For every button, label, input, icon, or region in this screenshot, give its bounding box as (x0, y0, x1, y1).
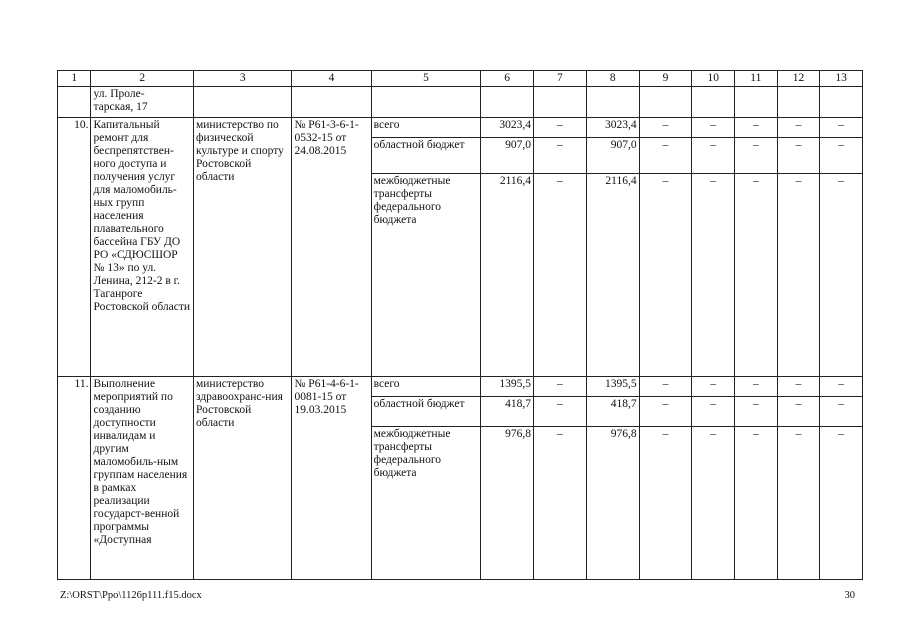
value-cell: – (639, 118, 692, 138)
value-cell: – (534, 427, 587, 580)
value-cell: 1395,5 (481, 377, 534, 397)
source-label: всего (371, 118, 481, 138)
value-cell: – (735, 377, 778, 397)
value-cell: 2116,4 (481, 174, 534, 377)
value-cell: – (820, 427, 863, 580)
value-cell: – (735, 174, 778, 377)
value-cell: 3023,4 (481, 118, 534, 138)
value-cell: – (820, 174, 863, 377)
value-cell: – (639, 427, 692, 580)
value-cell: – (534, 397, 587, 427)
value-cell: – (735, 118, 778, 138)
value-cell: 3023,4 (586, 118, 639, 138)
value-cell: 976,8 (481, 427, 534, 580)
value-cell: 418,7 (586, 397, 639, 427)
source-label: всего (371, 377, 481, 397)
row-number: 11. (58, 377, 91, 580)
value-cell: – (777, 138, 820, 174)
value-cell: – (820, 118, 863, 138)
value-cell: – (777, 174, 820, 377)
document-ref: № Р61-3-6-1-0532-15 от 24.08.2015 (292, 118, 371, 377)
column-number: 9 (639, 71, 692, 87)
row-number: 10. (58, 118, 91, 377)
value-cell: – (820, 377, 863, 397)
continuation-row (58, 87, 863, 118)
measure-name: Выполнение мероприятий по созданию доступности инвалидам и другим маломобиль-ным группам населения в рамках реализации государст-венной программы «Доступная (91, 377, 194, 580)
value-cell: 418,7 (481, 397, 534, 427)
responsible-ministry: министерство по физической культуре и спорту Ростовской области (194, 118, 292, 377)
value-cell: 907,0 (586, 138, 639, 174)
document-ref: № Р61-4-6-1-0081-15 от 19.03.2015 (292, 377, 371, 580)
column-number: 2 (91, 71, 194, 87)
continuation-text: ул. Проле- тарская, 17 (91, 87, 194, 118)
file-path: Z:\ORST\Ppo\1126p111.f15.docx (60, 590, 202, 601)
column-number-row (58, 71, 863, 87)
value-cell: – (534, 377, 587, 397)
value-cell: – (639, 174, 692, 377)
value-cell: 907,0 (481, 138, 534, 174)
value-cell: – (692, 118, 735, 138)
value-cell: – (534, 118, 587, 138)
value-cell: – (692, 427, 735, 580)
table-row (58, 377, 863, 397)
value-cell: – (639, 397, 692, 427)
value-cell: – (534, 174, 587, 377)
column-number: 3 (194, 71, 292, 87)
value-cell: 1395,5 (586, 377, 639, 397)
value-cell: 976,8 (586, 427, 639, 580)
value-cell: – (692, 377, 735, 397)
source-label: областной бюджет (371, 397, 481, 427)
value-cell: – (534, 138, 587, 174)
value-cell: – (820, 138, 863, 174)
value-cell: – (735, 397, 778, 427)
column-number: 10 (692, 71, 735, 87)
value-cell: – (692, 138, 735, 174)
value-cell: – (820, 397, 863, 427)
column-number: 6 (481, 71, 534, 87)
value-cell: – (735, 427, 778, 580)
value-cell: – (639, 138, 692, 174)
value-cell: – (639, 377, 692, 397)
column-number: 1 (58, 71, 91, 87)
responsible-ministry: министерство здравоохранс-ния Ростовской области (194, 377, 292, 580)
table-row (58, 118, 863, 138)
column-number: 5 (371, 71, 481, 87)
column-number: 4 (292, 71, 371, 87)
measure-name: Капитальный ремонт для беспрепятствен-ного доступа и получения услуг для маломобиль-ных групп населения плавательного бассейна ГБУ ДО РО «СДЮСШОР № 13» по ул. Ленина, 212-2 в г. Таганроге Ростовской области (91, 118, 194, 377)
value-cell: – (777, 427, 820, 580)
column-number: 13 (820, 71, 863, 87)
column-number: 12 (777, 71, 820, 87)
value-cell: – (692, 397, 735, 427)
value-cell: – (692, 174, 735, 377)
value-cell: – (735, 138, 778, 174)
column-number: 7 (534, 71, 587, 87)
source-label: межбюджетные трансферты федерального бюджета (371, 427, 481, 580)
value-cell: 2116,4 (586, 174, 639, 377)
page-number: 30 (844, 590, 855, 601)
value-cell: – (777, 397, 820, 427)
column-number: 11 (735, 71, 778, 87)
source-label: межбюджетные трансферты федерального бюджета (371, 174, 481, 377)
source-label: областной бюджет (371, 138, 481, 174)
value-cell: – (777, 377, 820, 397)
value-cell: – (777, 118, 820, 138)
column-number: 8 (586, 71, 639, 87)
budget-table (57, 70, 863, 580)
